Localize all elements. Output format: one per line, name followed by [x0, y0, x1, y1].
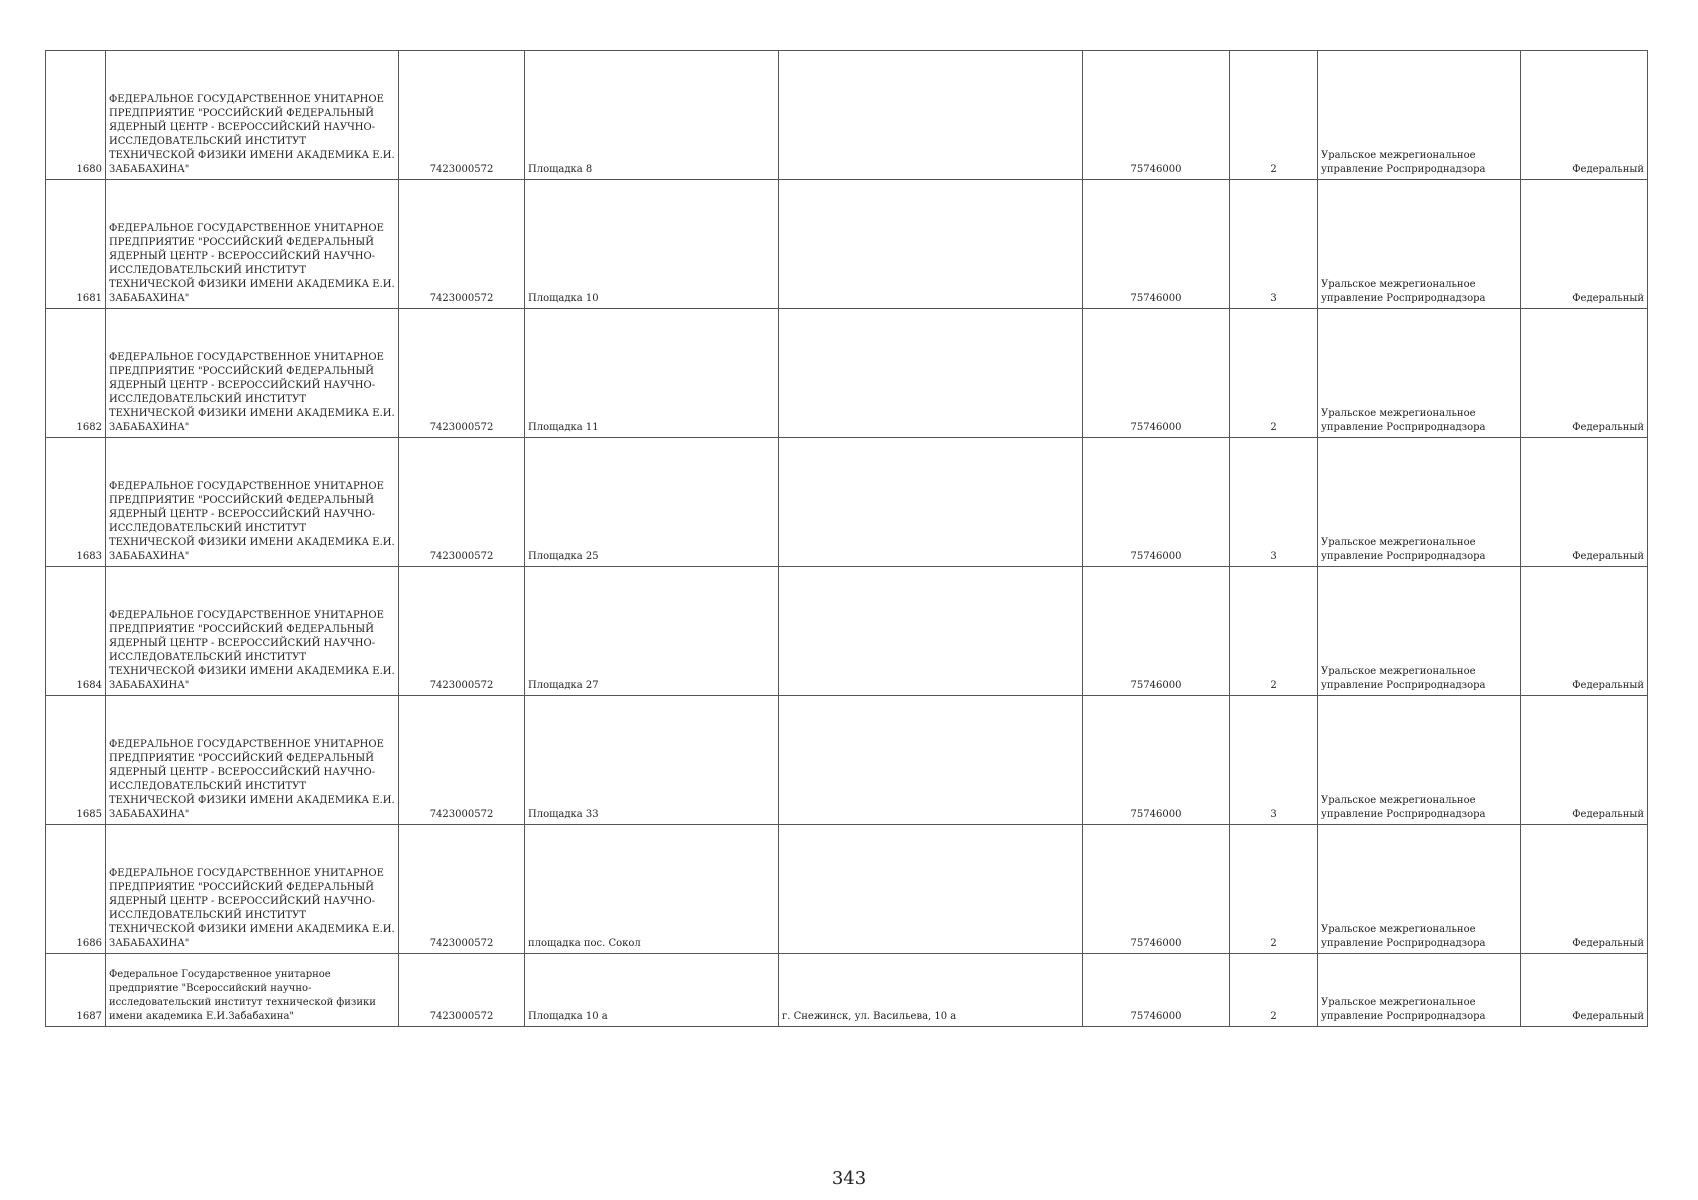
oktmo-code: 75746000 [1083, 438, 1230, 567]
supervisory-authority: Уральское межрегиональное управление Росприроднадзора [1318, 51, 1521, 180]
supervisory-authority: Уральское межрегиональное управление Росприроднадзора [1318, 825, 1521, 954]
oktmo-code: 75746000 [1083, 567, 1230, 696]
site-address [779, 438, 1083, 567]
inn: 7423000572 [399, 567, 525, 696]
site-name: Площадка 25 [525, 438, 779, 567]
organization-name: ФЕДЕРАЛЬНОЕ ГОСУДАРСТВЕННОЕ УНИТАРНОЕ ПРЕДПРИЯТИЕ "РОССИЙСКИЙ ФЕДЕРАЛЬНЫЙ ЯДЕРНЫЙ ЦЕНТР - ВСЕРОССИЙСКИЙ НАУЧНО-ИССЛЕДОВАТЕЛЬСКИЙ ИНСТИТУТ ТЕХНИЧЕСКОЙ ФИЗИКИ ИМЕНИ АКАДЕМИКА Е.И. ЗАБАБАХИНА" [106, 696, 399, 825]
site-address [779, 180, 1083, 309]
site-address [779, 696, 1083, 825]
site-name: Площадка 10 [525, 180, 779, 309]
oktmo-code: 75746000 [1083, 309, 1230, 438]
table-row [46, 180, 1648, 309]
table-row [46, 696, 1648, 825]
supervision-level: Федеральный [1521, 309, 1648, 438]
supervision-level: Федеральный [1521, 567, 1648, 696]
site-name: площадка пос. Сокол [525, 825, 779, 954]
inn: 7423000572 [399, 51, 525, 180]
supervisory-authority: Уральское межрегиональное управление Росприроднадзора [1318, 438, 1521, 567]
organization-name: ФЕДЕРАЛЬНОЕ ГОСУДАРСТВЕННОЕ УНИТАРНОЕ ПРЕДПРИЯТИЕ "РОССИЙСКИЙ ФЕДЕРАЛЬНЫЙ ЯДЕРНЫЙ ЦЕНТР - ВСЕРОССИЙСКИЙ НАУЧНО-ИССЛЕДОВАТЕЛЬСКИЙ ИНСТИТУТ ТЕХНИЧЕСКОЙ ФИЗИКИ ИМЕНИ АКАДЕМИКА Е.И. ЗАБАБАХИНА" [106, 825, 399, 954]
table-row [46, 954, 1648, 1027]
category: 2 [1230, 51, 1318, 180]
inn: 7423000572 [399, 438, 525, 567]
supervision-level: Федеральный [1521, 825, 1648, 954]
category: 2 [1230, 309, 1318, 438]
row-number: 1684 [46, 567, 106, 696]
page-number: 343 [831, 1168, 867, 1189]
inn: 7423000572 [399, 954, 525, 1027]
category: 3 [1230, 696, 1318, 825]
oktmo-code: 75746000 [1083, 954, 1230, 1027]
organization-name: ФЕДЕРАЛЬНОЕ ГОСУДАРСТВЕННОЕ УНИТАРНОЕ ПРЕДПРИЯТИЕ "РОССИЙСКИЙ ФЕДЕРАЛЬНЫЙ ЯДЕРНЫЙ ЦЕНТР - ВСЕРОССИЙСКИЙ НАУЧНО-ИССЛЕДОВАТЕЛЬСКИЙ ИНСТИТУТ ТЕХНИЧЕСКОЙ ФИЗИКИ ИМЕНИ АКАДЕМИКА Е.И. ЗАБАБАХИНА" [106, 309, 399, 438]
category: 2 [1230, 954, 1318, 1027]
site-address [779, 567, 1083, 696]
supervision-level: Федеральный [1521, 180, 1648, 309]
row-number: 1682 [46, 309, 106, 438]
category: 2 [1230, 825, 1318, 954]
oktmo-code: 75746000 [1083, 180, 1230, 309]
inn: 7423000572 [399, 825, 525, 954]
category: 2 [1230, 567, 1318, 696]
site-address [779, 51, 1083, 180]
supervision-level: Федеральный [1521, 438, 1648, 567]
row-number: 1686 [46, 825, 106, 954]
table-row [46, 438, 1648, 567]
supervisory-authority: Уральское межрегиональное управление Росприроднадзора [1318, 954, 1521, 1027]
site-name: Площадка 10 а [525, 954, 779, 1027]
oktmo-code: 75746000 [1083, 51, 1230, 180]
row-number: 1685 [46, 696, 106, 825]
inn: 7423000572 [399, 180, 525, 309]
inn: 7423000572 [399, 696, 525, 825]
organization-name: ФЕДЕРАЛЬНОЕ ГОСУДАРСТВЕННОЕ УНИТАРНОЕ ПРЕДПРИЯТИЕ "РОССИЙСКИЙ ФЕДЕРАЛЬНЫЙ ЯДЕРНЫЙ ЦЕНТР - ВСЕРОССИЙСКИЙ НАУЧНО-ИССЛЕДОВАТЕЛЬСКИЙ ИНСТИТУТ ТЕХНИЧЕСКОЙ ФИЗИКИ ИМЕНИ АКАДЕМИКА Е.И. ЗАБАБАХИНА" [106, 567, 399, 696]
supervisory-authority: Уральское межрегиональное управление Росприроднадзора [1318, 567, 1521, 696]
table-row [46, 567, 1648, 696]
organization-name: Федеральное Государственное унитарное предприятие "Всероссийский научно-исследовательский институт технической физики имени академика Е.И.Забабахина" [106, 954, 399, 1027]
oktmo-code: 75746000 [1083, 825, 1230, 954]
supervision-level: Федеральный [1521, 954, 1648, 1027]
table-row [46, 309, 1648, 438]
organization-name: ФЕДЕРАЛЬНОЕ ГОСУДАРСТВЕННОЕ УНИТАРНОЕ ПРЕДПРИЯТИЕ "РОССИЙСКИЙ ФЕДЕРАЛЬНЫЙ ЯДЕРНЫЙ ЦЕНТР - ВСЕРОССИЙСКИЙ НАУЧНО-ИССЛЕДОВАТЕЛЬСКИЙ ИНСТИТУТ ТЕХНИЧЕСКОЙ ФИЗИКИ ИМЕНИ АКАДЕМИКА Е.И. ЗАБАБАХИНА" [106, 438, 399, 567]
table-row [46, 825, 1648, 954]
site-name: Площадка 11 [525, 309, 779, 438]
category: 3 [1230, 180, 1318, 309]
organization-name: ФЕДЕРАЛЬНОЕ ГОСУДАРСТВЕННОЕ УНИТАРНОЕ ПРЕДПРИЯТИЕ "РОССИЙСКИЙ ФЕДЕРАЛЬНЫЙ ЯДЕРНЫЙ ЦЕНТР - ВСЕРОССИЙСКИЙ НАУЧНО-ИССЛЕДОВАТЕЛЬСКИЙ ИНСТИТУТ ТЕХНИЧЕСКОЙ ФИЗИКИ ИМЕНИ АКАДЕМИКА Е.И. ЗАБАБАХИНА" [106, 51, 399, 180]
organization-name: ФЕДЕРАЛЬНОЕ ГОСУДАРСТВЕННОЕ УНИТАРНОЕ ПРЕДПРИЯТИЕ "РОССИЙСКИЙ ФЕДЕРАЛЬНЫЙ ЯДЕРНЫЙ ЦЕНТР - ВСЕРОССИЙСКИЙ НАУЧНО-ИССЛЕДОВАТЕЛЬСКИЙ ИНСТИТУТ ТЕХНИЧЕСКОЙ ФИЗИКИ ИМЕНИ АКАДЕМИКА Е.И. ЗАБАБАХИНА" [106, 180, 399, 309]
site-address [779, 309, 1083, 438]
registry-table [45, 50, 1648, 1027]
supervisory-authority: Уральское межрегиональное управление Росприроднадзора [1318, 696, 1521, 825]
supervisory-authority: Уральское межрегиональное управление Росприроднадзора [1318, 180, 1521, 309]
site-name: Площадка 8 [525, 51, 779, 180]
table-row [46, 51, 1648, 180]
site-address: г. Снежинск, ул. Васильева, 10 а [779, 954, 1083, 1027]
site-name: Площадка 27 [525, 567, 779, 696]
oktmo-code: 75746000 [1083, 696, 1230, 825]
site-name: Площадка 33 [525, 696, 779, 825]
row-number: 1683 [46, 438, 106, 567]
category: 3 [1230, 438, 1318, 567]
row-number: 1681 [46, 180, 106, 309]
supervisory-authority: Уральское межрегиональное управление Росприроднадзора [1318, 309, 1521, 438]
supervision-level: Федеральный [1521, 51, 1648, 180]
site-address [779, 825, 1083, 954]
supervision-level: Федеральный [1521, 696, 1648, 825]
row-number: 1687 [46, 954, 106, 1027]
row-number: 1680 [46, 51, 106, 180]
inn: 7423000572 [399, 309, 525, 438]
table-body [46, 51, 1648, 1027]
